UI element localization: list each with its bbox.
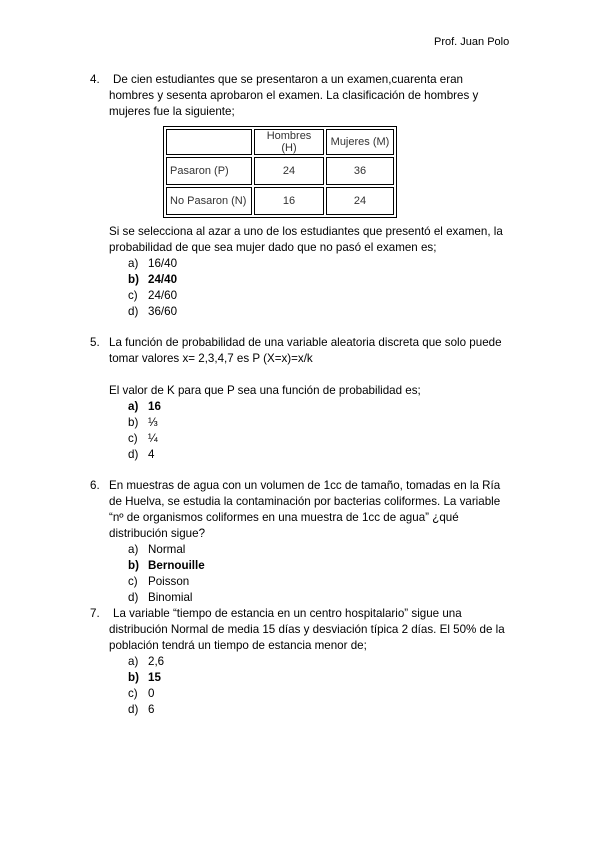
option-b-correct: b) 15 [128, 671, 161, 684]
question-line: “nº de organismos coliformes en una muestra de 1cc de agua” ¿qué [109, 511, 459, 524]
table-cell [166, 129, 252, 155]
table-header-cell: Hombres (H) [254, 129, 324, 155]
option-c: c) ¼ [128, 432, 158, 445]
table-cell: No Pasaron (N) [166, 187, 252, 215]
option-c: c) 24/60 [128, 289, 178, 302]
option-a: a) Normal [128, 543, 186, 556]
table-row [166, 157, 394, 185]
question-text [109, 478, 530, 542]
option-a: a) 16/40 [128, 257, 178, 270]
table-cell: 16 [254, 187, 324, 215]
options-list [128, 399, 530, 463]
table-header-cell: Mujeres (M) [326, 129, 394, 155]
question-line: El valor de K para que P sea una función de probabilidad es; [109, 384, 421, 397]
option-c: c) 0 [128, 687, 155, 700]
option-b-correct: b) Bernouille [128, 559, 205, 572]
question-number: 6. [90, 479, 100, 492]
question-number: 4. [90, 73, 100, 86]
question-line: hombres y sesenta aprobaron el examen. La clasificación de hombres y [109, 89, 479, 102]
question-line: Si se selecciona al azar a uno de los estudiantes que presentó el examen, la [109, 225, 503, 238]
question-text [109, 72, 530, 120]
question-line: En muestras de agua con un volumen de 1cc de tamaño, tomadas en la Ría [109, 479, 501, 492]
option-d: d) Binomial [128, 591, 193, 604]
question-4 [90, 72, 530, 120]
question-5 [90, 335, 530, 463]
question-line: probabilidad de que sea mujer dado que no pasó el examen es; [109, 241, 437, 254]
option-a: a) 2,6 [128, 655, 165, 668]
question-number: 5. [90, 336, 100, 349]
question-number: 7. [90, 607, 100, 620]
option-c: c) Poisson [128, 575, 190, 588]
option-b-correct: b) 24/40 [128, 273, 178, 286]
table-row [166, 187, 394, 215]
question-line: población tendrá un tiempo de estancia menor de; [109, 639, 367, 652]
question-line: mujeres fue la siguiente; [109, 105, 235, 118]
author-header: Prof. Juan Polo [434, 36, 510, 48]
option-a-correct: a) 16 [128, 400, 161, 413]
table-cell: 36 [326, 157, 394, 185]
option-d: d) 36/60 [128, 305, 178, 318]
question-6 [90, 478, 530, 606]
options-list [128, 542, 530, 606]
option-d: d) 4 [128, 448, 155, 461]
table-header-row [166, 129, 394, 155]
question-text [109, 606, 530, 654]
question-line: De cien estudiantes que se presentaron a un examen,cuarenta eran [113, 73, 463, 86]
question-line: La variable “tiempo de estancia en un centro hospitalario” sigue una [113, 607, 462, 620]
question-text [109, 224, 530, 256]
question-text [109, 335, 530, 399]
question-line: distribución Normal de media 15 días y desviación típica 2 días. El 50% de la [109, 623, 505, 636]
options-list [128, 654, 530, 718]
option-b: b) ⅓ [128, 416, 158, 429]
question-7 [90, 606, 530, 718]
question-line: distribución sigue? [109, 527, 206, 540]
table-cell: 24 [254, 157, 324, 185]
table-cell: 24 [326, 187, 394, 215]
options-list [128, 256, 530, 320]
table-cell: Pasaron (P) [166, 157, 252, 185]
question-4-prompt [90, 224, 530, 320]
contingency-table [163, 126, 397, 218]
question-line: tomar valores x= 2,3,4,7 es P (X=x)=x/k [109, 352, 313, 365]
question-line: La función de probabilidad de una variable aleatoria discreta que solo puede [109, 336, 502, 349]
question-line: de Huelva, se estudia la contaminación por bacterias coliformes. La variable [109, 495, 501, 508]
option-d: d) 6 [128, 703, 155, 716]
